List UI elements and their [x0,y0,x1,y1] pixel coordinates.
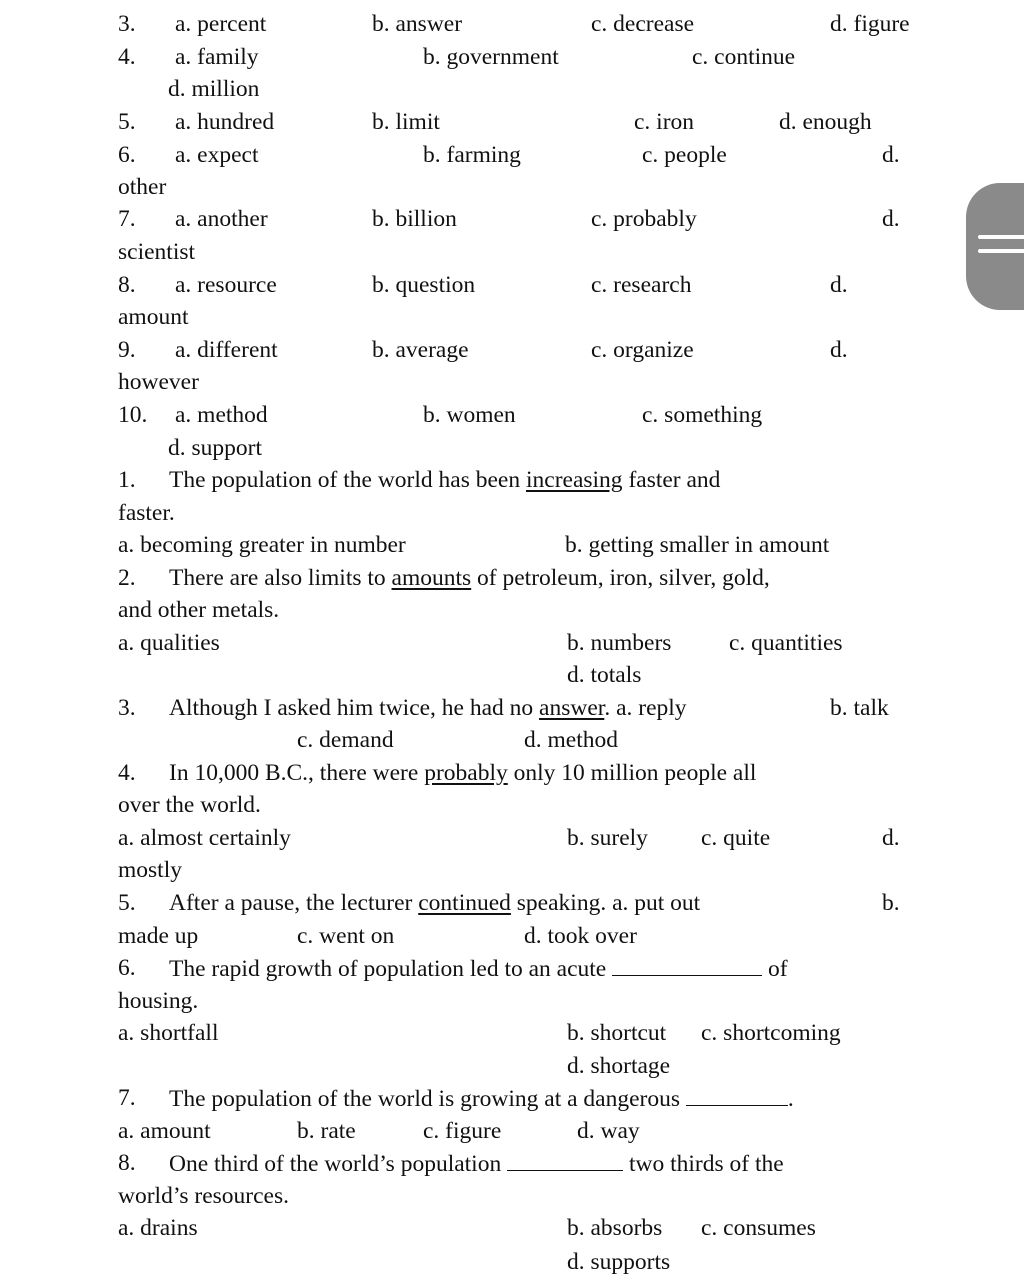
option-b: b. women [423,402,516,428]
question-number: 1. [118,467,136,493]
underlined-word: continued [418,890,511,916]
option-c: c. figure [423,1118,502,1144]
underlined-word: increasing [525,467,623,493]
answer-blank [612,957,762,976]
option-d-word: amount [118,304,189,330]
option-d: d. took over [524,923,637,949]
question-number: 5. [118,109,136,135]
option-a: a. method [175,402,268,428]
option-d: d. shortage [567,1053,671,1079]
question-sentence: One third of the world’s population two thirds of the [169,1151,784,1177]
option-b-word: made up [118,923,199,949]
option-c: c. probably [591,206,697,232]
option-d: d. million [168,76,260,102]
option-b: b. rate [297,1118,356,1144]
answer-blank [686,1087,788,1106]
question-sentence: After a pause, the lecturer continued speaking. a. put out [169,890,701,916]
question-number: 5. [118,890,136,916]
question-number: 4. [118,760,136,786]
option-a: a. resource [175,272,277,298]
underlined-word: probably [424,760,508,786]
option-c: c. something [642,402,763,428]
option-d-word: mostly [118,857,182,883]
option-d: d. enough [779,109,872,135]
question-number: 6. [118,955,136,981]
option-a: a. expect [175,142,259,168]
option-d-letter: d. [882,206,900,232]
option-b: b. numbers [567,630,672,656]
option-c: c. iron [634,109,695,135]
question-number: 8. [118,1150,136,1176]
option-c: c. quite [701,825,771,851]
option-b: b. talk [830,695,889,721]
option-c: c. quantities [729,630,843,656]
option-c: c. research [591,272,692,298]
option-d-word: however [118,369,199,395]
option-c: c. organize [591,337,694,363]
option-a: a. almost certainly [118,825,291,851]
question-number: 4. [118,44,136,70]
question-number: 7. [118,1085,136,1111]
question-number: 3. [118,11,136,37]
option-a: a. different [175,337,278,363]
option-d: d. supports [567,1249,671,1275]
option-b: b. shortcut [567,1020,667,1046]
underlined-word: amounts [391,565,472,591]
option-d-letter: d. [882,142,900,168]
option-d-letter: d. [830,337,848,363]
question-continuation: over the world. [118,792,261,818]
option-d: d. support [168,435,262,461]
question-continuation: world’s resources. [118,1183,289,1209]
option-d: d. figure [830,11,910,37]
option-c: c. consumes [701,1215,816,1241]
option-b: b. billion [372,206,457,232]
question-continuation: and other metals. [118,597,280,623]
grip-line-icon [978,249,1024,253]
option-d: d. totals [567,662,642,688]
option-c: c. went on [297,923,395,949]
option-b: b. absorbs [567,1215,663,1241]
option-a: a. amount [118,1118,211,1144]
answer-blank [507,1152,623,1171]
question-number: 10. [118,402,148,428]
option-d: d. way [577,1118,640,1144]
option-b: b. surely [567,825,648,851]
question-number: 6. [118,142,136,168]
option-a: a. becoming greater in number [118,532,406,558]
question-sentence: In 10,000 B.C., there were probably only 10 million people all [169,760,757,786]
question-number: 2. [118,565,136,591]
option-b: b. answer [372,11,463,37]
option-a: a. family [175,44,259,70]
question-number: 3. [118,695,136,721]
question-sentence: There are also limits to amounts of petroleum, iron, silver, gold, [169,565,770,591]
question-continuation: faster. [118,500,175,526]
option-b: b. government [423,44,559,70]
option-d-letter: d. [830,272,848,298]
question-continuation: housing. [118,988,199,1014]
option-a: a. drains [118,1215,198,1241]
option-c: c. demand [297,727,394,753]
option-d-word: scientist [118,239,196,265]
question-sentence: The rapid growth of population led to an acute of [169,956,788,982]
option-b: b. limit [372,109,440,135]
question-sentence: The population of the world is growing at a dangerous . [169,1086,794,1112]
option-b: b. farming [423,142,521,168]
option-b: b. question [372,272,476,298]
option-a: a. shortfall [118,1020,219,1046]
grip-line-icon [978,235,1024,239]
option-d-letter: d. [882,825,900,851]
option-c: c. people [642,142,727,168]
option-a: a. qualities [118,630,220,656]
option-a: a. another [175,206,268,232]
option-c: c. continue [692,44,796,70]
option-d: d. method [524,727,618,753]
question-number: 9. [118,337,136,363]
question-number: 7. [118,206,136,232]
question-number: 8. [118,272,136,298]
option-d-word: other [118,174,167,200]
option-b: b. getting smaller in amount [565,532,830,558]
option-c: c. shortcoming [701,1020,841,1046]
underlined-word: answer [539,695,605,721]
option-c: c. decrease [591,11,695,37]
option-b: b. average [372,337,469,363]
option-a: a. percent [175,11,267,37]
option-a: a. hundred [175,109,275,135]
question-sentence: The population of the world has been increasing faster and [169,467,721,493]
question-sentence: Although I asked him twice, he had no answer. a. reply [169,695,687,721]
scroll-handle[interactable] [966,183,1024,310]
option-b-letter: b. [882,890,900,916]
